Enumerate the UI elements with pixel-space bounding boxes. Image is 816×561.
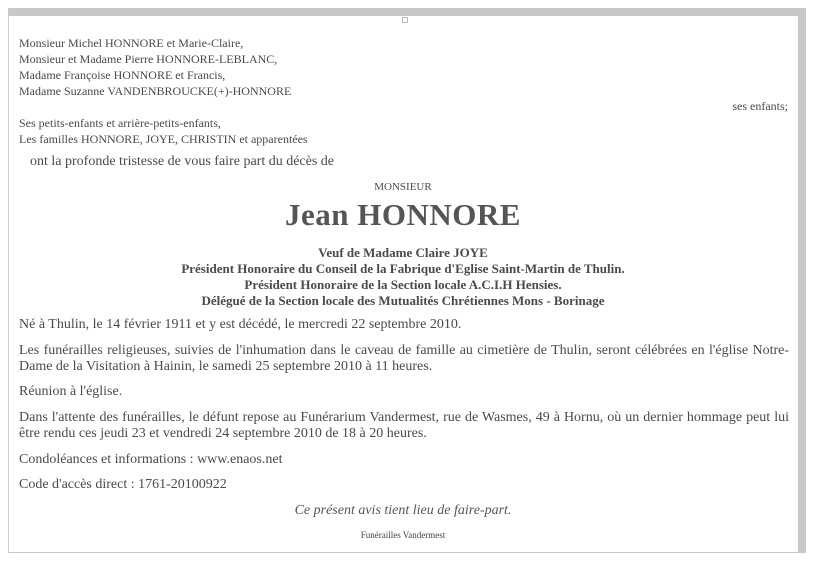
notice-text: Ce présent avis tient lieu de faire-part. [294, 503, 512, 518]
resize-handle[interactable] [402, 17, 408, 23]
family-line: Les familles HONNORE, JOYE, CHRISTIN et apparentées [19, 132, 308, 146]
title-line: Délégué de la Section locale des Mutualités Chrétiennes Mons - Borinage [201, 293, 605, 308]
funeral-paragraph: Les funérailles religieuses, suivies de l'inhumation dans le caveau de famille au cimetière de Thulin, seront célébrées en l'église Notre-Dame de la Visitation à Hainin, le samedi 25 septembre 2010 à 11 heures. [19, 343, 789, 374]
family-line: Madame Suzanne VANDENBROUCKE(+)-HONNORE [19, 84, 292, 98]
viewing-paragraph: Dans l'attente des funérailles, le défunt repose au Funérarium Vandermest, rue de Wasmes, 49 à Hornu, où un dernier hommage peut lui être rendu ces jeudi 23 et vendredi 24 septembre 2010 de 18 à 20 heures. [19, 410, 789, 441]
family-line: Monsieur Michel HONNORE et Marie-Claire, [19, 36, 244, 50]
title-line: Président Honoraire de la Section locale A.C.I.H Hensies. [244, 277, 562, 292]
extended-family-list [19, 115, 308, 147]
title-line: Veuf de Madame Claire JOYE [318, 245, 488, 260]
reunion-paragraph: Réunion à l'église. [19, 384, 123, 399]
honorific: MONSIEUR [374, 181, 432, 193]
access-code-paragraph: Code d'accès direct : 1761-20100922 [19, 477, 227, 492]
family-line: Monsieur et Madame Pierre HONNORE-LEBLANC, [19, 52, 278, 66]
deceased-name: Jean HONNORE [285, 197, 521, 232]
title-line: Président Honoraire du Conseil de la Fabrique d'Eglise Saint-Martin de Thulin. [181, 261, 625, 276]
birth-death-paragraph: Né à Thulin, le 14 février 1911 et y est décédé, le mercredi 22 septembre 2010. [19, 317, 462, 332]
titles-block [0, 245, 806, 309]
announcement: ont la profonde tristesse de vous faire part du décès de [30, 154, 335, 169]
footer-text: Funérailles Vandermest [360, 530, 446, 540]
condolences-paragraph: Condoléances et informations : www.enaos.net [19, 452, 283, 467]
family-list [19, 35, 291, 99]
family-line: Ses petits-enfants et arrière-petits-enfants, [19, 116, 221, 130]
family-line: Madame Françoise HONNORE et Francis, [19, 68, 226, 82]
children-role: ses enfants; [732, 99, 788, 113]
